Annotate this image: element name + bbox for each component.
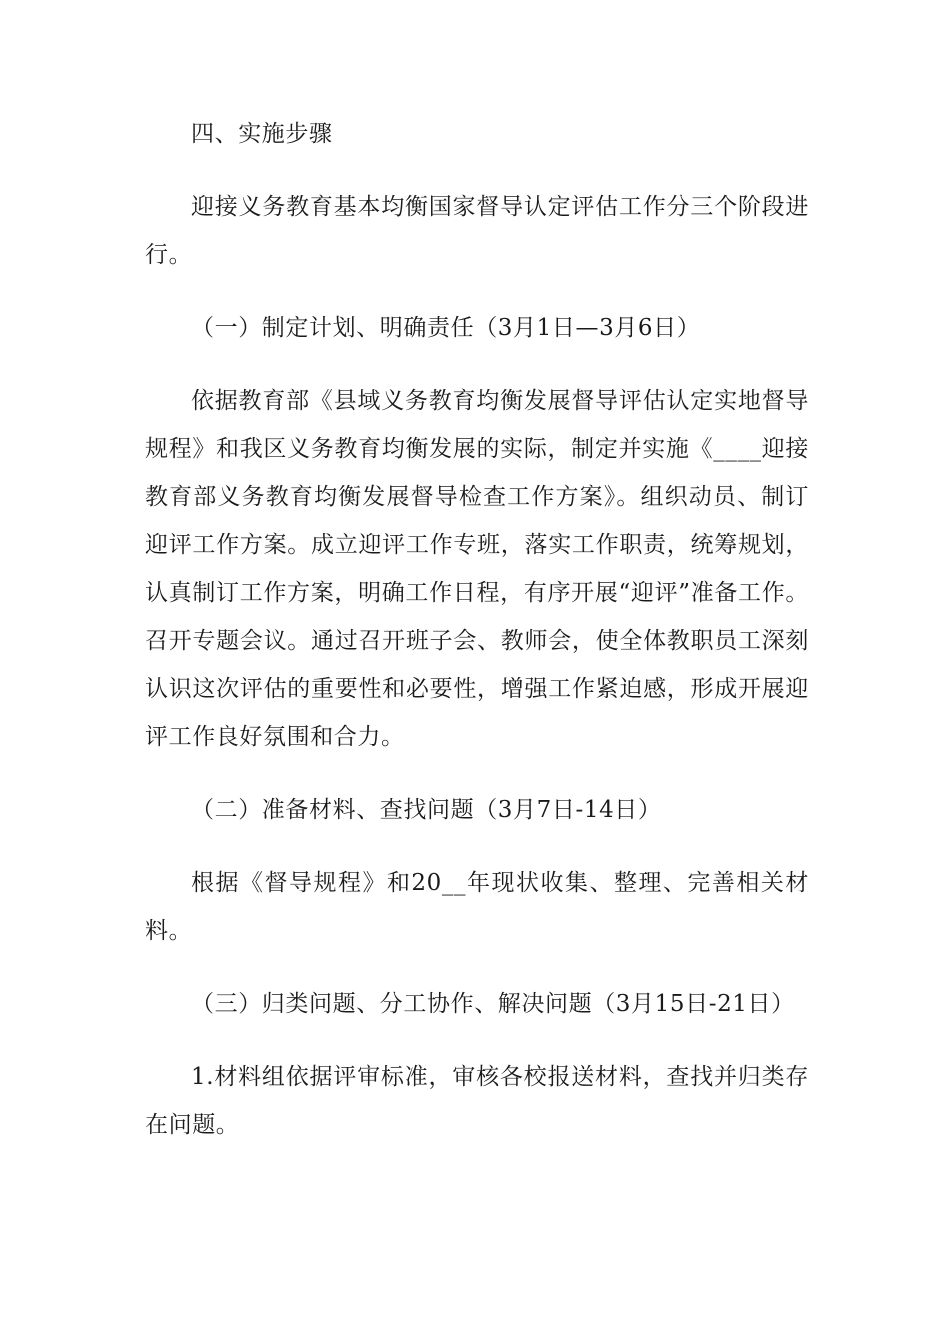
stage2-body: 根据《督导规程》和20__年现状收集、整理、完善相关材料。	[145, 870, 809, 944]
section-heading: 四、实施步骤	[191, 121, 333, 147]
stage3-item1: 1.材料组依据评审标准，审核各校报送材料，查找并归类存在问题。	[145, 1064, 809, 1138]
stage2-title: （二）准备材料、查找问题（3月7日-14日）	[191, 797, 662, 823]
stage3-title: （三）归类问题、分工协作、解决问题（3月15日-21日）	[191, 991, 795, 1017]
intro-paragraph: 迎接义务教育基本均衡国家督导认定评估工作分三个阶段进行。	[145, 194, 809, 268]
stage1-title: （一）制定计划、明确责任（3月1日—3月6日）	[191, 315, 701, 341]
stage1-body: 依据教育部《县域义务教育均衡发展督导评估认定实地督导规程》和我区义务教育均衡发展的实际，制定并实施《____迎接教育部义务教育均衡发展督导检查工作方案》。组织动员、制订迎评工作方案。成立迎评工作专班，落实工作职责，统筹规划，认真制订工作方案，明确工作日程，有序开展“迎评”准备工作。召开专题会议。通过召开班子会、教师会，使全体教职员工深刻认识这次评估的重要性和必要性，增强工作紧迫感，形成开展迎评工作良好氛围和合力。	[145, 388, 809, 750]
document-body	[145, 110, 809, 1174]
